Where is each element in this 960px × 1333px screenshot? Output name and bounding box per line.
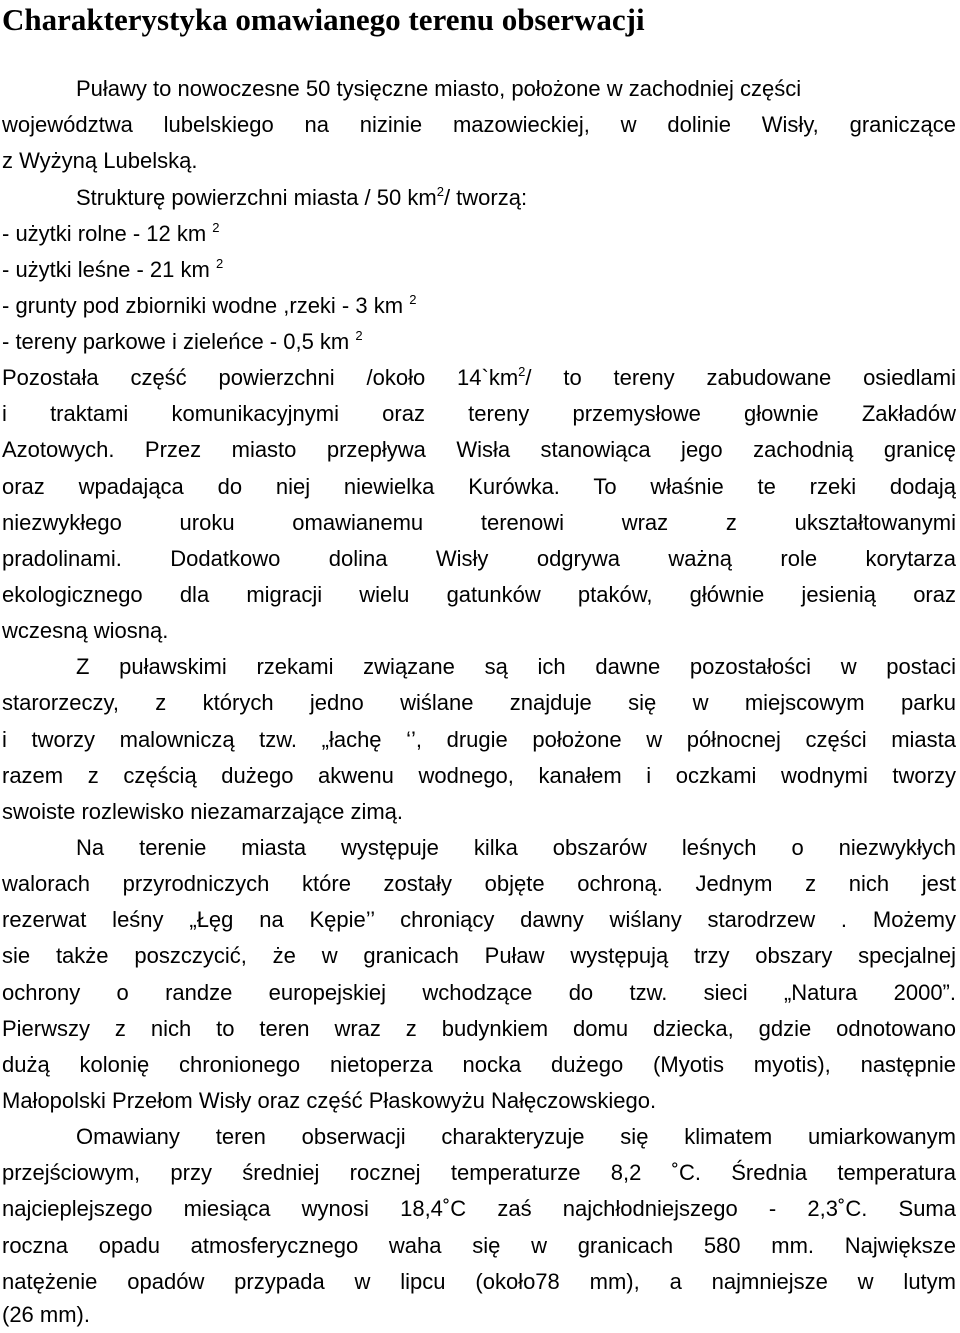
paragraph-line: z Wyżyną Lubelską. — [2, 148, 198, 173]
paragraph-line: Strukturę powierzchni miasta / 50 $km^2/$ tworzą: — [76, 184, 528, 210]
list-item: - użytki rolne - 12 km $^2$ — [2, 220, 220, 246]
list-item: - tereny parkowe i zieleńce - 0,5 km $^2$ — [2, 328, 363, 354]
paragraph-line: ekologicznego dla migracji wielu gatunków ptaków, głównie jesienią oraz — [2, 582, 956, 607]
paragraph-line: Na terenie miasta występuje kilka obszarów leśnych o niezwykłych — [76, 835, 956, 860]
paragraph-line: Puławy to nowoczesne 50 tysięczne miasto, położone w zachodniej części — [76, 76, 802, 101]
paragraph-line: ochrony o randze europejskiej wchodzące do tzw. sieci „Natura 2000”. — [2, 980, 956, 1005]
paragraph-line: walorach przyrodniczych które zostały objęte ochroną. Jednym z nich jest — [2, 871, 956, 896]
paragraph-line: natężenie opadów przypada w lipcu (około78 mm), a najmniejsze w lutym — [2, 1269, 956, 1294]
paragraph-line: Pozostała część powierzchni /około $14`km^2/$ to tereny zabudowane osiedlami — [2, 364, 956, 390]
paragraph-line: najcieplejszego miesiąca wynosi 18,4˚C zaś najchłodniejszego - 2,3˚C. Suma — [2, 1196, 956, 1221]
document-heading: Charakterystyka omawianego terenu obserwacji — [2, 2, 645, 37]
paragraph-line: starorzeczy, z których jedno wiślane znajduje się w miejscowym parku — [2, 690, 956, 715]
paragraph-line: Azotowych. Przez miasto przepływa Wisła stanowiąca jego zachodnią granicę — [2, 437, 956, 462]
paragraph-line: niezwykłego uroku omawianemu terenowi wraz z ukształtowanymi — [2, 510, 956, 535]
list-item: - grunty pod zbiorniki wodne ,rzeki - 3 km $^2$ — [2, 292, 417, 318]
paragraph-line: i traktami komunikacyjnymi oraz tereny przemysłowe głownie Zakładów — [2, 401, 956, 426]
paragraph-line: rezerwat leśny „Łęg na Kępie’’ chroniący dawny wiślany starodrzew . Możemy — [2, 907, 956, 932]
paragraph-line: wczesną wiosną. — [2, 618, 169, 643]
paragraph-line: oraz wpadająca do niej niewielka Kurówka. To właśnie te rzeki dodają — [2, 474, 956, 499]
paragraph-line: roczna opadu atmosferycznego waha się w granicach 580 mm. Największe — [2, 1233, 956, 1258]
paragraph-line: Omawiany teren obserwacji charakteryzuje się klimatem umiarkowanym — [76, 1124, 956, 1149]
paragraph-line: Pierwszy z nich to teren wraz z budynkiem domu dziecka, gdzie odnotowano — [2, 1016, 956, 1041]
paragraph-line: Małopolski Przełom Wisły oraz część Płaskowyżu Nałęczowskiego. — [2, 1088, 657, 1113]
paragraph-line: sie także poszczycić, że w granicach Puław występują trzy obszary specjalnej — [2, 943, 956, 968]
paragraph-line: (26 mm). — [2, 1302, 90, 1327]
paragraph-line: i tworzy malowniczą tzw. „łachę ‘’, drugie położone w północnej części miasta — [2, 727, 956, 752]
list-item: - użytki leśne - 21 km $^2$ — [2, 256, 224, 282]
paragraph-line: pradolinami. Dodatkowo dolina Wisły odgrywa ważną role korytarza — [2, 546, 956, 571]
paragraph-line: województwa lubelskiego na nizinie mazowieckiej, w dolinie Wisły, graniczące — [2, 112, 956, 137]
paragraph-line: razem z częścią dużego akwenu wodnego, kanałem i oczkami wodnymi tworzy — [2, 763, 956, 788]
paragraph-line: dużą kolonię chronionego nietoperza nocka dużego (Myotis myotis), następnie — [2, 1052, 956, 1077]
paragraph-line: swoiste rozlewisko niezamarzające zimą. — [2, 799, 404, 824]
paragraph-line: przejściowym, przy średniej rocznej temperaturze 8,2 ˚C. Średnia temperatura — [2, 1160, 956, 1185]
paragraph-line: Z puławskimi rzekami związane są ich dawne pozostałości w postaci — [76, 654, 956, 679]
